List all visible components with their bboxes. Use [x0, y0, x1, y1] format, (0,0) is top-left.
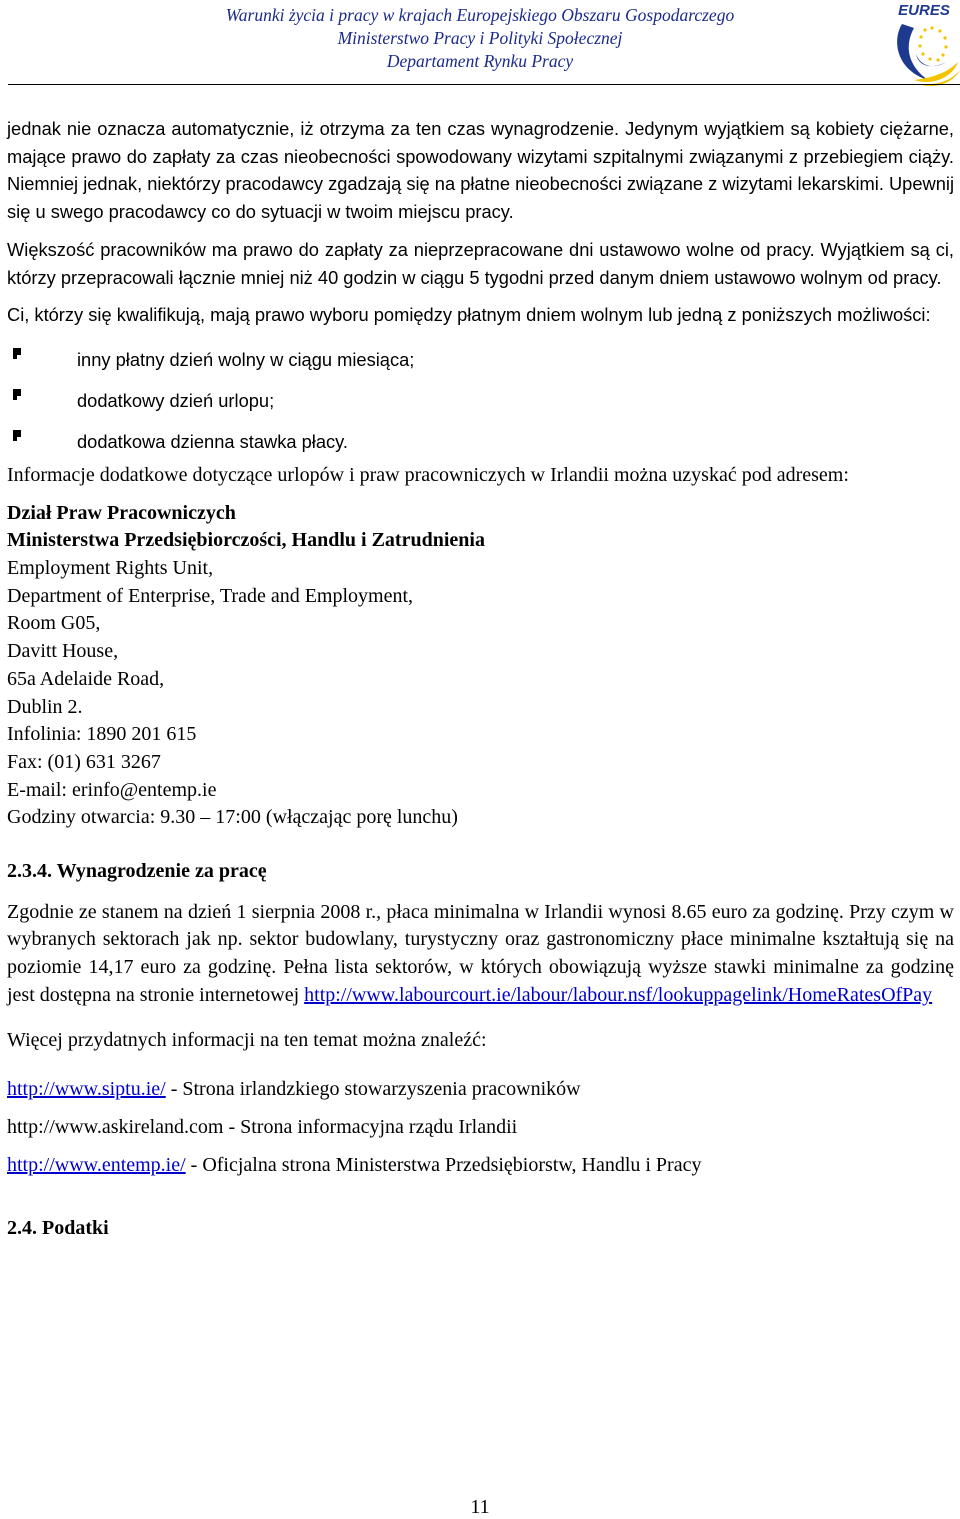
list-item [7, 428, 954, 462]
address-line: E-mail: erinfo@entemp.ie [7, 778, 217, 801]
header-line-3: Departament Rynku Pracy [386, 51, 574, 71]
labourcourt-link[interactable]: http://www.labourcourt.ie/labour/labour.nsf/lookuppagelink/HomeRatesOfPay [304, 983, 933, 1006]
page-number: 11 [470, 1496, 490, 1518]
eures-logo-icon [888, 0, 960, 88]
address-line: Infolinia: 1890 201 615 [7, 723, 197, 746]
section-heading-2 [7, 1215, 954, 1243]
section-number: 2.4. [7, 1217, 37, 1240]
list-item-text: dodatkowa dzienna stawka płacy. [77, 430, 348, 452]
address-line: Employment Rights Unit, [7, 557, 214, 580]
paragraph-5 [7, 899, 954, 1010]
paragraph-2: Większość pracowników ma prawo do zapłaty za nieprzepracowane dni ustawowo wolne od pracy. Wyjątkiem są ci, którzy przepracowali łącznie mniej niż 40 godzin w ciągu 5 tygodni przed danym dniem ustawowo wolnym od pracy. [7, 238, 954, 288]
section-number: 2.3.4. [7, 860, 52, 883]
address-bold-1: Dział Praw Pracowniczych [7, 501, 236, 524]
address-line: Davitt House, [7, 640, 119, 663]
paragraph-6: Więcej przydatnych informacji na ten temat można znaleźć: [7, 1028, 487, 1051]
list-item-text: inny płatny dzień wolny w ciągu miesiąca; [77, 348, 415, 370]
paragraph-1: jednak nie oznacza automatycznie, iż otrzyma za ten czas wynagrodzenie. Jedynym wyjątkiem są kobiety ciężarne, mające prawo do zapłaty za czas nieobecności spowodowany wizytami szpitalnymi związanymi z przebiegiem ciąży. Niemniej jednak, niektórzy pracodawcy zgadzają się na płatne nieobecności związane z wizytami lekarskimi. Upewnij się u swego pracodawcy co do sytuacji w twoim miejscu pracy. [7, 118, 955, 223]
section-title: Podatki [42, 1217, 109, 1240]
eures-logo [888, 0, 960, 88]
section-heading [7, 858, 954, 886]
list-item [7, 346, 954, 387]
page-content [7, 115, 954, 1243]
link-description: - Oficjalna strona Ministerstwa Przedsiębiorstw, Handlu i Pracy [185, 1154, 702, 1177]
link-row [7, 1114, 954, 1152]
address-line: 65a Adelaide Road, [7, 667, 165, 690]
askireland-url: http://www.askireland.com [7, 1116, 224, 1139]
siptu-link[interactable]: http://www.siptu.ie/ [7, 1078, 166, 1101]
address-line: Dublin 2. [7, 695, 83, 718]
entemp-link[interactable]: http://www.entemp.ie/ [7, 1154, 186, 1177]
list-item-text: dodatkowy dzień urlopu; [77, 389, 275, 411]
address-line: Department of Enterprise, Trade and Employment, [7, 584, 414, 607]
link-row [7, 1152, 954, 1190]
address-bold-2: Ministerstwa Przedsiębiorczości, Handlu i Zatrudnienia [7, 529, 485, 552]
header-line-2: Ministerstwo Pracy i Polityki Społecznej [337, 28, 623, 48]
logo-text: EURES [898, 2, 950, 19]
paragraph-5-text: Zgodnie ze stanem na dzień 1 sierpnia 2008 r., płaca minimalna w Irlandii wynosi 8.65 euro za godzinę. Przy czym w wybranych sektorach jak np. sektor budowlany, turystyczny oraz gastronomiczny płace minimalne kształtują się na poziomie 14,17 euro za godzinę. Pełna lista sektorów, w których obowiązują wyższe stawki minimalne za godzinę jest dostępna na stronie internetowej [7, 900, 954, 1006]
page-header [0, 0, 960, 90]
section-title: Wynagrodzenie za pracę [56, 860, 267, 883]
link-description: - Strona informacyjna rządu Irlandii [223, 1116, 518, 1139]
paragraph-3: Ci, którzy się kwalifikują, mają prawo wyboru pomiędzy płatnym dniem wolnym lub jedną z poniższych możliwości: [7, 304, 931, 326]
paragraph-4: Informacje dodatkowe dotyczące urlopów i praw pracowniczych w Irlandii można uzyskać pod adresem: [7, 463, 849, 486]
address-line: Godziny otwarcia: 9.30 – 17:00 (włączając porę lunchu) [7, 806, 458, 829]
address-line: Fax: (01) 631 3267 [7, 750, 161, 773]
address-line: Room G05, [7, 612, 101, 635]
header-rule [8, 84, 960, 85]
link-row [7, 1076, 954, 1114]
option-list [7, 346, 954, 462]
list-item [7, 387, 954, 428]
header-line-1: Warunki życia i pracy w krajach Europejskiego Obszaru Gospodarczego [225, 5, 735, 25]
address-block [7, 500, 954, 832]
header-text [150, 4, 810, 73]
link-description: - Strona irlandzkiego stowarzyszenia pracowników [165, 1078, 581, 1101]
